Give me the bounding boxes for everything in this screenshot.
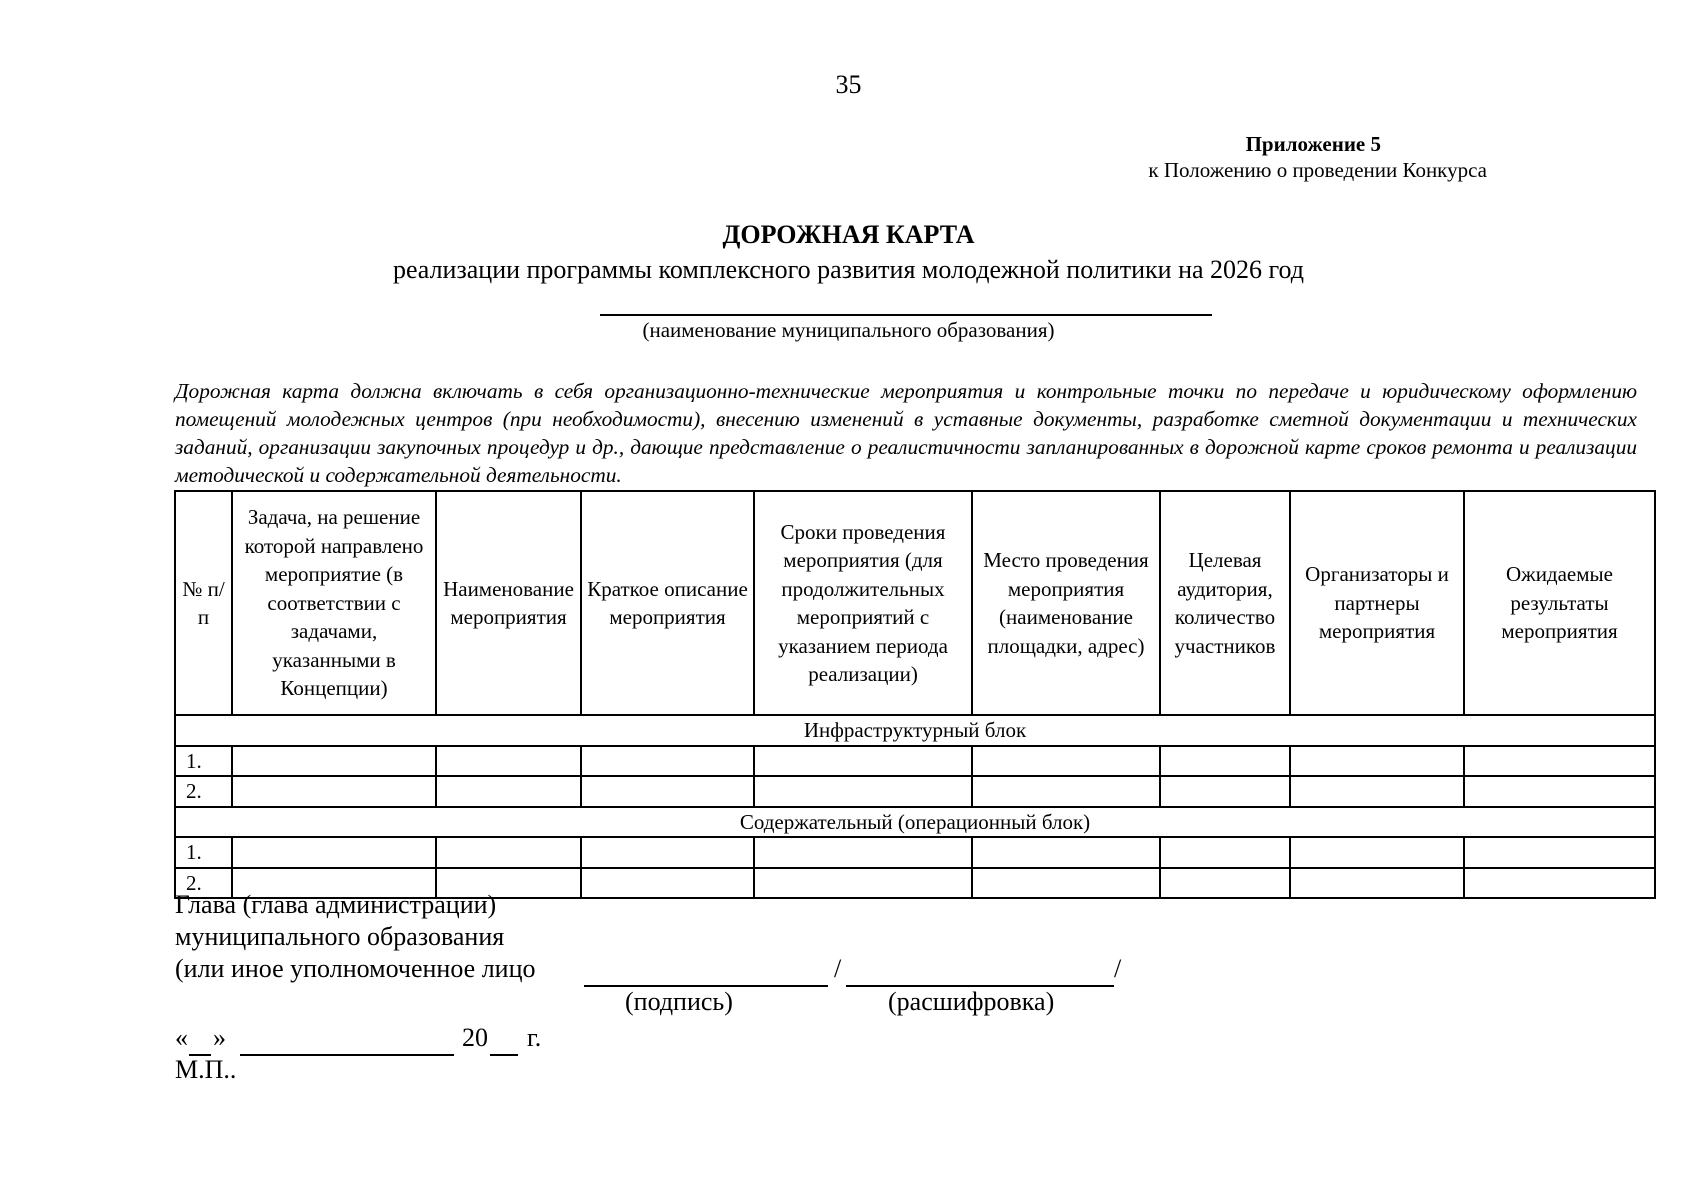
table-cell[interactable] bbox=[436, 837, 581, 868]
table-cell[interactable] bbox=[1160, 868, 1290, 899]
section-row-infrastructure bbox=[175, 715, 1655, 746]
table-cell[interactable] bbox=[1464, 837, 1655, 868]
table-cell[interactable] bbox=[754, 776, 972, 807]
row-number: 1. bbox=[175, 837, 232, 868]
table-cell[interactable] bbox=[436, 776, 581, 807]
header-description: Краткое описание мероприятия bbox=[581, 491, 754, 715]
header-number: № п/п bbox=[175, 491, 232, 715]
table-cell[interactable] bbox=[1160, 776, 1290, 807]
document-title: ДОРОЖНАЯ КАРТА bbox=[722, 220, 975, 249]
signature-separator-end: / bbox=[1114, 954, 1122, 983]
table-cell[interactable] bbox=[1464, 776, 1655, 807]
table-cell[interactable] bbox=[581, 746, 754, 777]
table-row bbox=[175, 776, 1655, 807]
table-cell[interactable] bbox=[1290, 746, 1464, 777]
table-cell[interactable] bbox=[436, 746, 581, 777]
table-cell[interactable] bbox=[754, 746, 972, 777]
table-cell[interactable] bbox=[754, 837, 972, 868]
header-audience: Целевая аудитория, количество участников bbox=[1160, 491, 1290, 715]
date-quote-close: » bbox=[213, 1023, 226, 1052]
table-cell[interactable] bbox=[1160, 837, 1290, 868]
header-dates: Сроки проведения мероприятия (для продолжительных мероприятий с указанием периода реализации) bbox=[754, 491, 972, 715]
signature-line-2: муниципального образования bbox=[175, 922, 505, 951]
date-quote-open: « bbox=[175, 1023, 188, 1052]
table-row bbox=[175, 837, 1655, 868]
table-cell[interactable] bbox=[232, 837, 436, 868]
table-cell[interactable] bbox=[1464, 868, 1655, 899]
table-cell[interactable] bbox=[1160, 746, 1290, 777]
header-task: Задача, на решение которой направлено мероприятие (в соответствии с задачами, указанными в Концепции) bbox=[232, 491, 436, 715]
signature-line-1: Глава (глава администрации) bbox=[175, 890, 497, 919]
header-venue: Место проведения мероприятия (наименование площадки, адрес) bbox=[972, 491, 1160, 715]
table-cell[interactable] bbox=[972, 837, 1160, 868]
appendix-title: Приложение 5 bbox=[1245, 132, 1381, 156]
row-number: 1. bbox=[175, 746, 232, 777]
signature-caption: (подпись) bbox=[625, 987, 733, 1016]
table-cell[interactable] bbox=[581, 776, 754, 807]
signature-line-3: (или иное уполномоченное лицо bbox=[175, 954, 536, 983]
section-title-infrastructure: Инфраструктурный блок bbox=[175, 715, 1655, 746]
signature-separator: / bbox=[834, 954, 842, 983]
page-number: 35 bbox=[835, 70, 862, 99]
table-cell[interactable] bbox=[232, 776, 436, 807]
table-cell[interactable] bbox=[1464, 746, 1655, 777]
table-cell[interactable] bbox=[232, 746, 436, 777]
header-event-name: Наименование мероприятия bbox=[436, 491, 581, 715]
table-cell[interactable] bbox=[972, 746, 1160, 777]
year-suffix: г. bbox=[527, 1023, 542, 1052]
appendix-subtitle: к Положению о проведении Конкурса bbox=[1148, 158, 1487, 182]
header-organizers: Организаторы и партнеры мероприятия bbox=[1290, 491, 1464, 715]
table-cell[interactable] bbox=[1290, 776, 1464, 807]
table-row bbox=[175, 746, 1655, 777]
row-number: 2. bbox=[175, 868, 232, 899]
decoding-caption: (расшифровка) bbox=[888, 987, 1055, 1016]
table-cell[interactable] bbox=[581, 868, 754, 899]
table-header-row bbox=[175, 491, 1655, 715]
date-month-field[interactable] bbox=[240, 1054, 454, 1056]
municipality-name-caption: (наименование муниципального образования) bbox=[642, 318, 1055, 342]
section-title-operational: Содержательный (операционный блок) bbox=[175, 807, 1655, 838]
roadmap-table bbox=[174, 490, 1656, 899]
table-cell[interactable] bbox=[581, 837, 754, 868]
header-results: Ожидаемые результаты мероприятия bbox=[1464, 491, 1655, 715]
table-cell[interactable] bbox=[754, 868, 972, 899]
row-number: 2. bbox=[175, 776, 232, 807]
table-cell[interactable] bbox=[1290, 837, 1464, 868]
year-prefix: 20 bbox=[462, 1023, 488, 1052]
table-cell[interactable] bbox=[1290, 868, 1464, 899]
table-cell[interactable] bbox=[972, 868, 1160, 899]
instructions-paragraph: Дорожная карта должна включать в себя организационно-технические мероприятия и контрольные точки по передаче и юридическому оформлению помещений молодежных центров (при необходимости), внесению изменений в уставные документы, разработке сметной документации и технических заданий, организации закупочных процедур и др., дающие представление о реалистичности запланированных в дорожной карте сроков ремонта и реализации методической и содержательной деятельности. bbox=[175, 379, 1637, 487]
document-subtitle: реализации программы комплексного развития молодежной политики на 2026 год bbox=[392, 255, 1305, 284]
seal-label: М.П.. bbox=[175, 1055, 237, 1084]
date-year-field[interactable] bbox=[490, 1054, 518, 1056]
municipality-name-line[interactable] bbox=[600, 314, 1212, 316]
table-cell[interactable] bbox=[972, 776, 1160, 807]
section-row-operational bbox=[175, 807, 1655, 838]
